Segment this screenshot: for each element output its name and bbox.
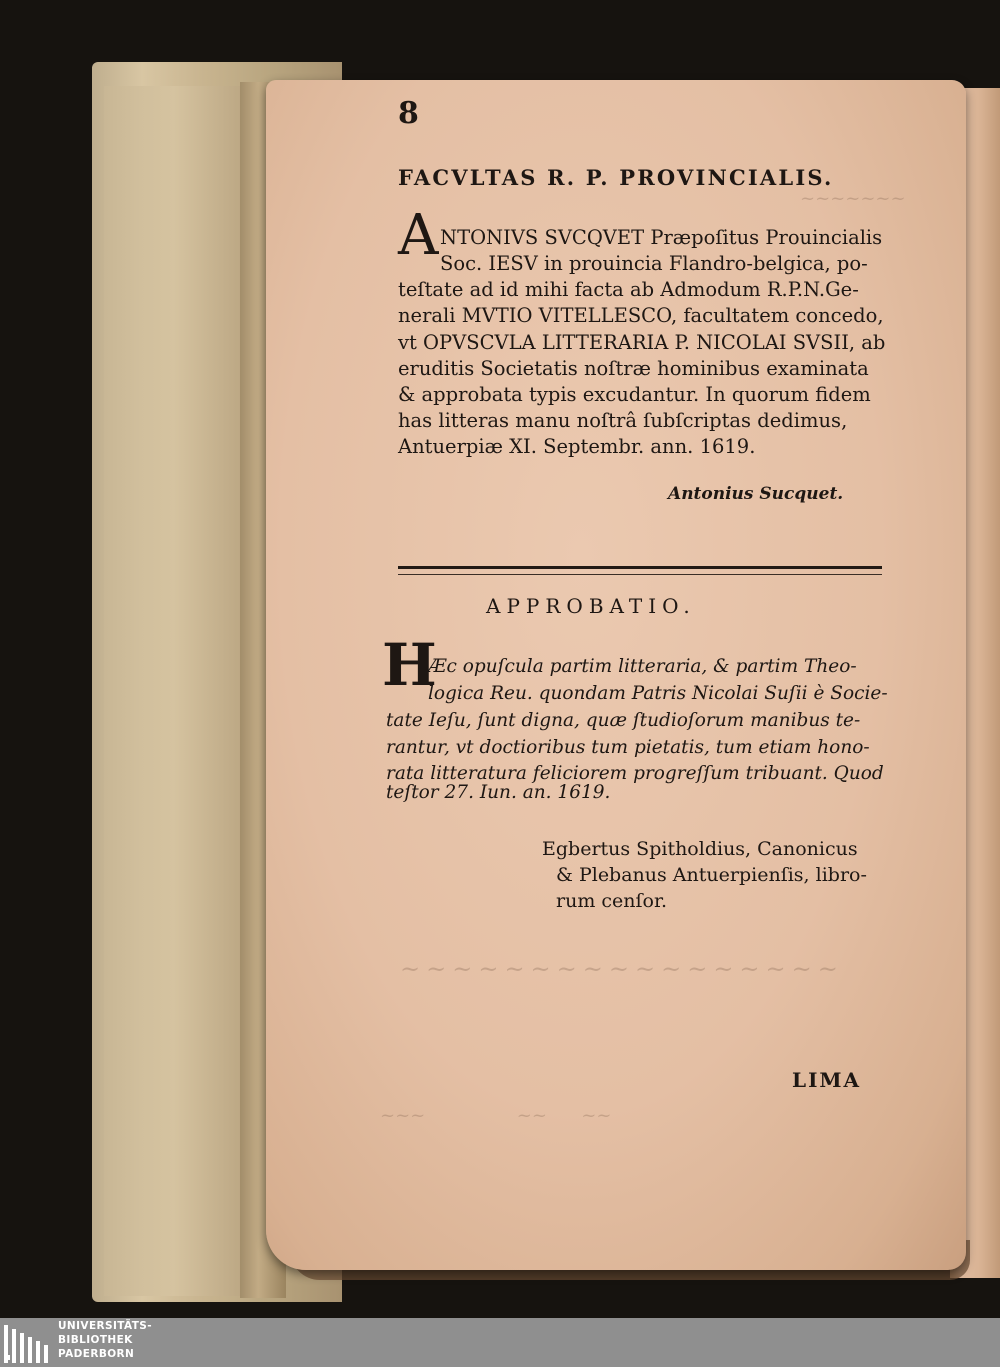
approbatio-title: APPROBATIO. (486, 594, 696, 618)
page-number: 8 (398, 96, 419, 131)
text-line: & approbata typis excudantur. In quorum fidem (398, 383, 871, 406)
text-line: Æc opuſcula partim litteraria, & partim Theo- (428, 656, 857, 677)
drop-cap: A (398, 203, 439, 268)
divider-rule (398, 566, 882, 569)
show-through-mark: ~~~~~~~ (800, 188, 906, 209)
text-line: vt OPVSCVLA LITTERARIA P. NICOLAI SVSII, ab (398, 331, 886, 354)
censor-signature-line: & Plebanus Antuerpienſis, libro- (556, 864, 867, 886)
text-line: NTONIVS SVCQVET Præpoſitus Prouincialis (440, 226, 883, 249)
footer-text-line: UNIVERSITÄTS- (58, 1320, 153, 1332)
text-line: Antuerpiæ XI. Septembr. ann. 1619. (398, 435, 756, 458)
text-line: has litteras manu noſtrâ ſubſcriptas dedimus, (398, 409, 848, 432)
catchword: LIMA (792, 1068, 862, 1092)
censor-signature-line: rum cenſor. (556, 890, 668, 912)
text-line: teſtate ad id mihi facta ab Admodum R.P.N.Ge- (398, 278, 859, 301)
censor-signature-line: Egbertus Spitholdius, Canonicus (542, 838, 858, 860)
show-through-mark: ~~~~~~~~~~~~~~~~~ (400, 955, 844, 983)
drop-cap: H (382, 631, 437, 699)
signature-sucquet: Antonius Sucquet. (668, 484, 844, 504)
page-heading: FACVLTAS R. P. PROVINCIALIS. (398, 165, 834, 190)
footer-text-line: PADERBORN (58, 1348, 135, 1360)
show-through-mark: ~~~ ~~ ~~ (380, 1105, 612, 1126)
library-logo-icon (4, 1323, 54, 1363)
text-line: rata litteratura feliciorem progreſſum tribuant. Quod (386, 763, 884, 784)
text-line: Soc. IESV in prouincia Flandro-belgica, po- (440, 252, 868, 275)
text-line: nerali MVTIO VITELLESCO, facultatem concedo, (398, 304, 884, 327)
logo-dot-icon (5, 1355, 10, 1360)
text-line: rantur, vt doctioribus tum pietatis, tum etiam hono- (386, 737, 870, 758)
text-line: logica Reu. quondam Patris Nicolai Suſii è Socie- (428, 683, 888, 704)
text-line: teſtor 27. Iun. an. 1619. (386, 782, 611, 803)
text-line: eruditis Societatis noſtræ hominibus examinata (398, 357, 869, 380)
cover-inner-binding (104, 86, 244, 1296)
divider-rule-thin (398, 574, 882, 575)
footer-text-line: BIBLIOTHEK (58, 1334, 133, 1346)
text-line: tate Ieſu, ſunt digna, quæ ſtudioſorum manibus te- (386, 710, 861, 731)
